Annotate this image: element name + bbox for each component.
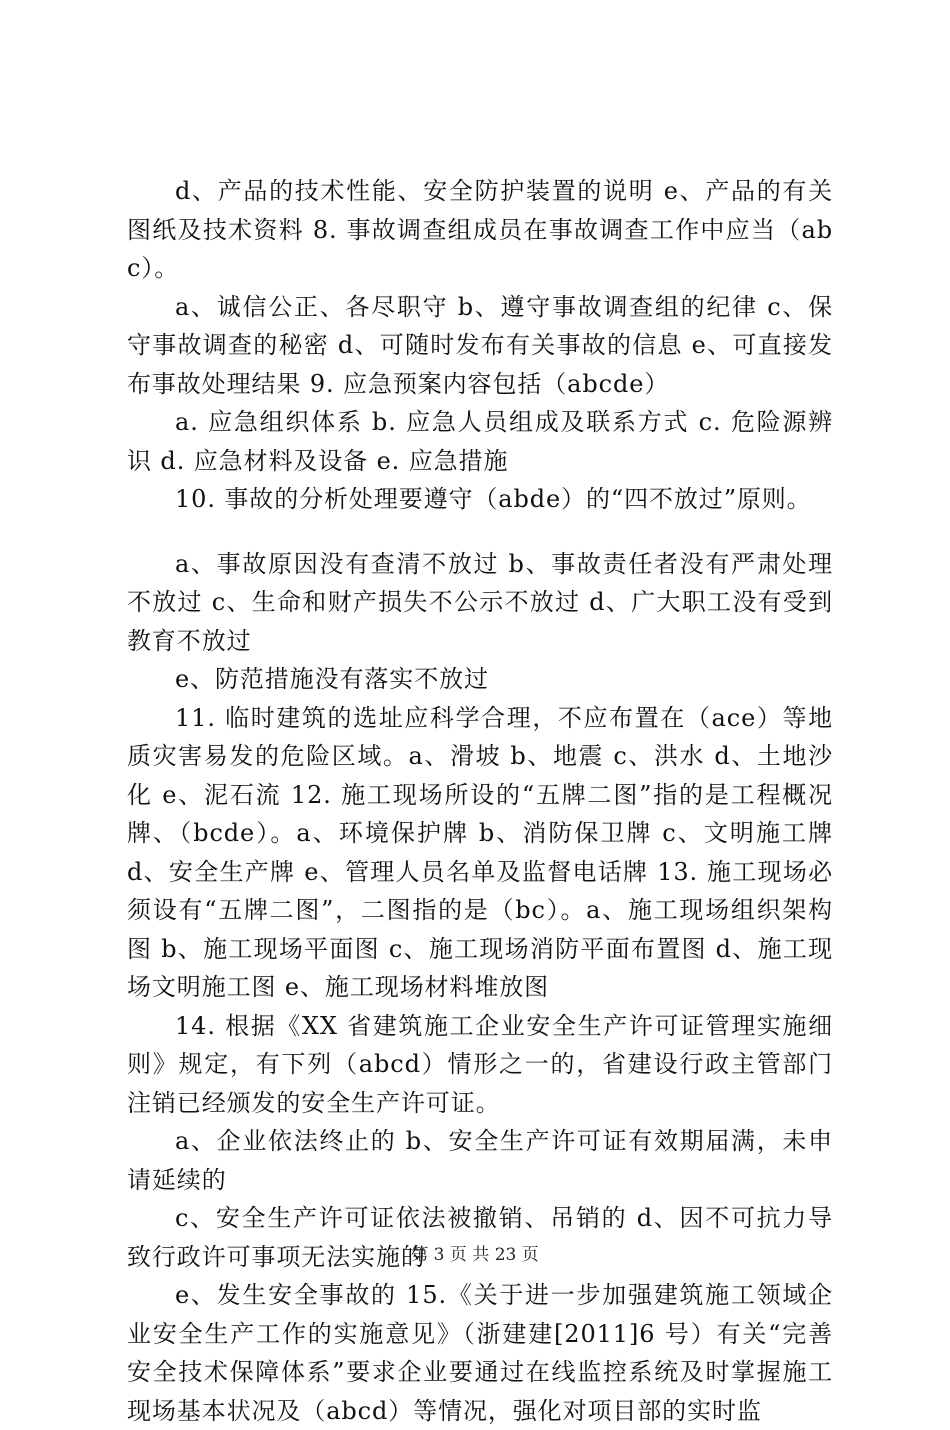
paragraph: c、安全生产许可证依法被撤销、吊销的 d、因不可抗力导致行政许可事项无法实施的 [127, 1204, 833, 1271]
page-number-footer: 第 3 页 共 23 页 [411, 1245, 539, 1265]
paragraph: a、事故原因没有查清不放过 b、事故责任者没有严肃处理不放过 c、生命和财产损失不公示不放过 d、广大职工没有受到教育不放过 [127, 549, 833, 655]
paragraph: 11. 临时建筑的选址应科学合理，不应布置在（ace）等地质灾害易发的危险区域。a、滑坡 b、地震 c、洪水 d、土地沙化 e、泥石流 12. 施工现场所设的“五牌二图”指的是工程概况牌、（bcde）。a、环境保护牌 b、消防保卫牌 c、文明施工牌 d、安全生产牌 e、管理人员名单及监督电话牌 13. 施工现场必须设有“五牌二图”，二图指的是（bc）。a、施工现场组织架构图 b、施工现场平面图 c、施工现场消防平面布置图 d、施工现场文明施工图 e、施工现场材料堆放图 [127, 703, 833, 1001]
paragraph: a、诚信公正、各尽职守 b、遵守事故调查组的纪律 c、保守事故调查的秘密 d、可随时发布有关事故的信息 e、可直接发布事故处理结果 9. 应急预案内容包括（abcde） [127, 292, 833, 398]
document-body [127, 172, 833, 1430]
paragraph: e、发生安全事故的 15.《关于进一步加强建筑施工领域企业安全生产工作的实施意见》（浙建建[2011]6 号）有关“完善安全技术保障体系”要求企业要通过在线监控系统及时掌握施工现场基本状况及（abcd）等情况，强化对项目部的实时监 [127, 1281, 833, 1425]
paragraph: d、产品的技术性能、安全防护装置的说明 e、产品的有关图纸及技术资料 8. 事故调查组成员在事故调查工作中应当（abc）。 [127, 177, 833, 282]
paragraph: a. 应急组织体系 b. 应急人员组成及联系方式 c. 危险源辨识 d. 应急材料及设备 e. 应急措施 [127, 408, 833, 475]
paragraph: a、企业依法终止的 b、安全生产许可证有效期届满，未申请延续的 [127, 1127, 833, 1194]
paragraph: 10. 事故的分析处理要遵守（abde）的“四不放过”原则。 [175, 485, 812, 513]
paragraph-spacer [127, 519, 833, 545]
paragraph: 14. 根据《XX 省建筑施工企业安全生产许可证管理实施细则》规定，有下列（abcd）情形之一的，省建设行政主管部门注销已经颁发的安全生产许可证。 [127, 1011, 833, 1117]
paragraph: e、防范措施没有落实不放过 [175, 665, 489, 693]
